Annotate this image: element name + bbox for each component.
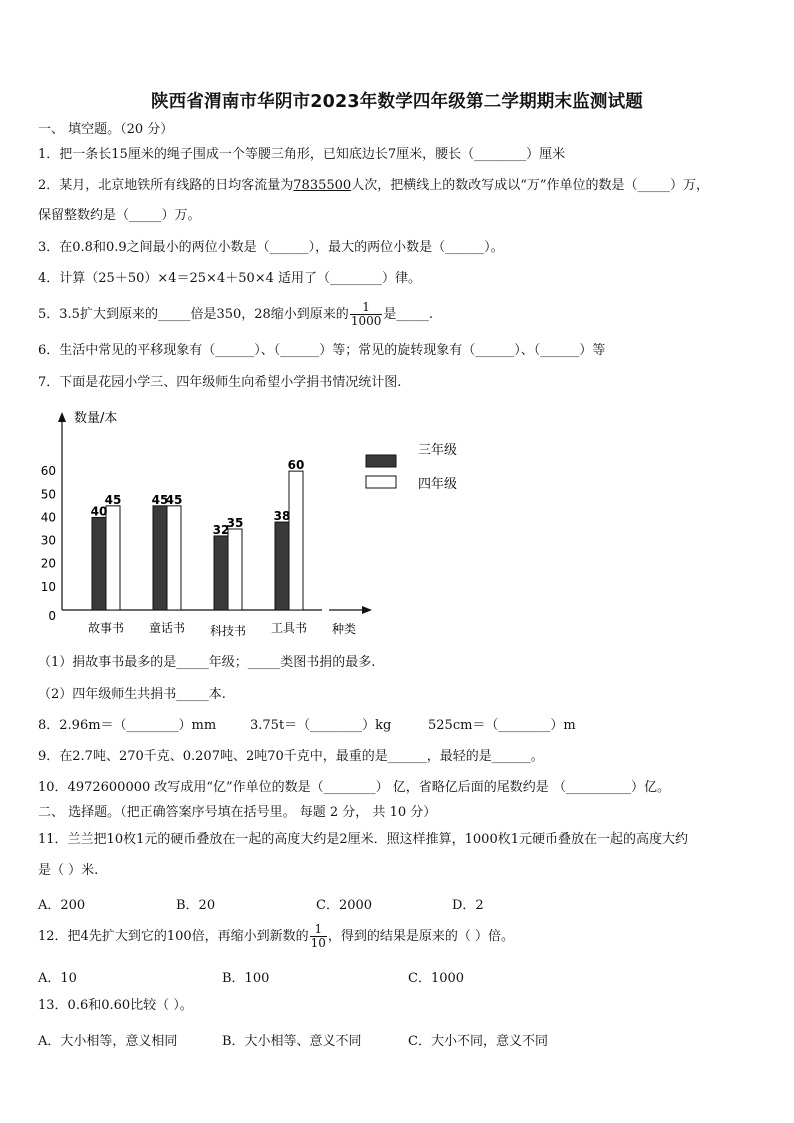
bar-value-label: 35: [226, 516, 244, 530]
question-6: 6．生活中常见的平移现象有（______）、（______）等；常见的旋转现象有（______）、（______）等: [38, 343, 606, 358]
fraction-1-1000: [350, 301, 383, 328]
x-axis-arrow: [362, 606, 372, 614]
question-13-option-c[interactable]: C．大小不同，意义不同: [408, 1034, 548, 1049]
question-2-text-a: 2．某月，北京地铁所有线路的日均客流量为: [38, 178, 294, 193]
question-8-part-a: 8．2.96m＝（________）mm: [38, 718, 217, 733]
legend-label-grade3: 三年级: [418, 443, 458, 458]
bar-value-label: 45: [151, 492, 169, 507]
bar-value-label: 40: [90, 504, 108, 519]
bar-value-label: 45: [165, 492, 183, 507]
bar-value-label: 32: [212, 522, 230, 537]
bar-fairytale-grade3: [153, 506, 167, 610]
fraction-denominator: 10: [310, 936, 326, 950]
question-4: 4．计算（25＋50）×4＝25×4＋50×4 适用了（________）律。: [38, 271, 422, 286]
fraction-numerator: 1: [310, 923, 327, 937]
question-2-line-2: 保留整数约是（_____）万。: [38, 208, 201, 223]
y-tick-label: 30: [40, 533, 56, 548]
section-heading-fill-blank: 一、 填空题。（20 分）: [38, 122, 174, 137]
fraction-numerator: 1: [350, 301, 383, 315]
question-11-line-2: 是（ ）米.: [38, 863, 99, 878]
question-11-option-d[interactable]: D．2: [452, 898, 484, 913]
legend-label-grade4: 四年级: [418, 477, 458, 492]
page-title: 陕西省渭南市华阴市2023年数学四年级第二学期期末监测试题: [150, 92, 643, 112]
question-12-text-b: ，得到的结果是原来的（ ）倍。: [327, 929, 515, 944]
question-13-option-b[interactable]: B．大小相等、意义不同: [222, 1034, 362, 1049]
y-axis-label: 数量/本: [74, 411, 118, 426]
question-12-option-b[interactable]: B．100: [222, 971, 270, 986]
question-5: [38, 300, 433, 330]
question-2-text-b: 人次，把横线上的数改写成以“万”作单位的数是（_____）万，: [351, 178, 709, 193]
question-5-text-a: 5．3.5扩大到原来的_____倍是350，28缩小到原来的: [38, 307, 349, 322]
legend-swatch-grade3: [366, 455, 396, 467]
question-10: 10．4972600000 改写成用“亿”作单位的数是（________） 亿，省略亿后面的尾数约是 （__________）亿。: [38, 780, 670, 795]
question-12: [38, 922, 514, 952]
category-label-tool: 工具书: [270, 621, 308, 635]
y-tick-label: 60: [40, 464, 56, 479]
section-heading-choice: 二、 选择题。（把正确答案序号填在括号里。 每题 2 分， 共 10 分）: [38, 805, 437, 820]
bar-value-label: 60: [287, 458, 305, 473]
fraction-denominator: 1000: [350, 314, 382, 328]
y-tick-label: 50: [40, 487, 56, 502]
question-8-part-b: 3.75t＝（________）kg: [250, 718, 392, 733]
question-7-part-2: （2）四年级师生共捐书_____本.: [38, 687, 226, 702]
bar-science-grade4: [228, 529, 242, 610]
question-11-option-c[interactable]: C．2000: [316, 898, 373, 913]
question-12-text-a: 12．把4先扩大到它的100倍，再缩小到新数的: [38, 929, 309, 944]
bar-tool-grade4: [289, 471, 303, 610]
question-13-option-a[interactable]: A．大小相等，意义相同: [38, 1034, 178, 1049]
x-axis-label: 种类: [332, 622, 357, 636]
category-label-fairytale: 童话书: [148, 621, 186, 635]
y-tick-label: 20: [40, 556, 56, 571]
bar-story-grade3: [92, 517, 106, 610]
question-7: 7．下面是花园小学三、四年级师生向希望小学捐书情况统计图.: [38, 375, 402, 390]
question-9: 9．在2.7吨、270千克、0.207吨、2吨70千克中，最重的是______，最轻的是______。: [38, 749, 544, 764]
question-13: 13．0.6和0.60比较（ ）。: [38, 998, 193, 1013]
question-11-option-b[interactable]: B．20: [176, 898, 216, 913]
bar-story-grade4: [106, 506, 120, 610]
question-11-option-a[interactable]: A．200: [38, 898, 86, 913]
question-12-option-c[interactable]: C．1000: [408, 971, 465, 986]
bar-science-grade3: [214, 536, 228, 610]
y-axis-arrow: [58, 412, 66, 422]
bar-value-label: 38: [273, 509, 291, 524]
question-8-part-c: 525cm＝（________）m: [428, 718, 576, 733]
question-7-part-1: （1）捐故事书最多的是_____年级；_____类图书捐的最多.: [38, 655, 376, 670]
category-label-science: 科技书: [209, 624, 247, 638]
y-tick-label: 0: [48, 609, 56, 623]
y-tick-label: 40: [40, 510, 56, 525]
fraction-1-10: [310, 923, 327, 950]
question-5-text-b: 是_____.: [383, 307, 433, 322]
question-2-line-1: [38, 178, 709, 194]
question-3: 3．在0.8和0.9之间最小的两位小数是（______），最大的两位小数是（______）。: [38, 240, 504, 255]
y-tick-label: 10: [40, 579, 56, 594]
question-12-option-a[interactable]: A．10: [38, 971, 77, 986]
bar-value-label: 45: [104, 492, 122, 507]
question-2-number: 7835500: [293, 178, 352, 193]
question-1: 1．把一条长15厘米的绳子围成一个等腰三角形，已知底边长7厘米，腰长（________）厘米: [38, 147, 566, 162]
bar-chart: [36, 398, 476, 643]
category-label-story: 故事书: [87, 621, 125, 635]
legend-swatch-grade4: [366, 476, 396, 488]
question-11-line-1: 11．兰兰把10枚1元的硬币叠放在一起的高度大约是2厘米．照这样推算，1000枚1元硬币叠放在一起的高度大约: [38, 832, 688, 847]
bar-fairytale-grade4: [167, 506, 181, 610]
bar-tool-grade3: [275, 522, 289, 610]
